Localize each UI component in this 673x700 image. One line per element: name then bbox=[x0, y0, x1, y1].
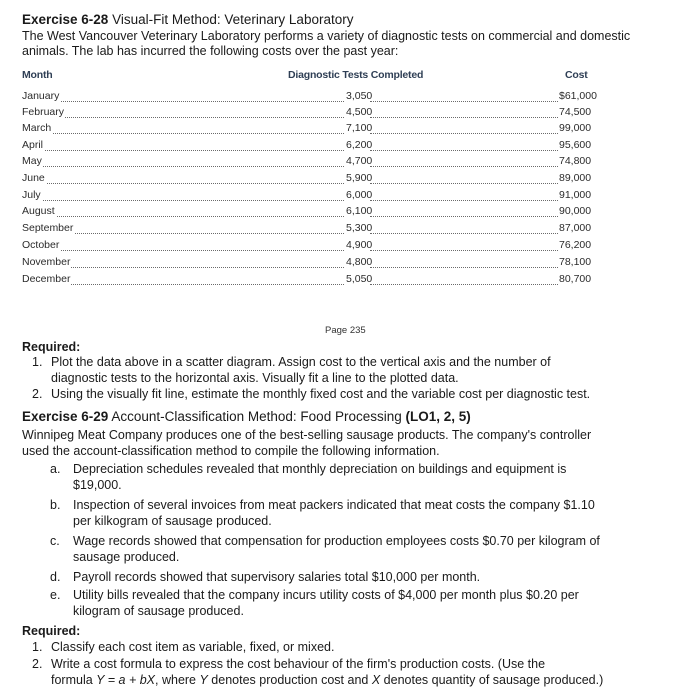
row-tests: 7,100 bbox=[346, 122, 373, 134]
exercise-6-28-name: Visual-Fit Method: Veterinary Laboratory bbox=[112, 12, 354, 27]
list-item-letter: b. bbox=[50, 498, 61, 512]
exercise-6-29-objectives: (LO1, 2, 5) bbox=[405, 409, 471, 424]
list-item-continued bbox=[51, 673, 603, 688]
formula-variable-x: X bbox=[371, 673, 381, 687]
formula-middle: , where bbox=[155, 673, 200, 687]
column-header-month: Month bbox=[22, 69, 53, 81]
table-row bbox=[22, 106, 597, 121]
row-month: February bbox=[22, 106, 65, 118]
row-tests: 4,800 bbox=[346, 256, 373, 268]
list-item-letter: e. bbox=[50, 588, 61, 602]
row-month: June bbox=[22, 172, 45, 184]
list-item: Depreciation schedules revealed that monthly depreciation on buildings and equipment is bbox=[73, 462, 567, 476]
list-item: Inspection of several invoices from meat packers indicated that meat costs the company $1.10 bbox=[73, 498, 595, 512]
row-month: August bbox=[22, 205, 55, 217]
list-item: Utility bills revealed that the company incurs utility costs of $4,000 per month plus $0.20 per bbox=[73, 588, 579, 602]
row-tests: 4,500 bbox=[346, 106, 373, 118]
list-item-continued: $19,000. bbox=[73, 478, 122, 492]
exercise-6-28-title bbox=[22, 11, 353, 28]
table-row bbox=[22, 172, 597, 187]
formula-middle-2: denotes production cost and bbox=[207, 673, 372, 687]
table-row bbox=[22, 139, 597, 154]
table-row bbox=[22, 122, 597, 137]
table-row bbox=[22, 155, 597, 170]
table-row bbox=[22, 239, 597, 254]
column-header-cost: Cost bbox=[565, 69, 588, 81]
row-cost: 78,100 bbox=[559, 256, 592, 268]
row-cost: 87,000 bbox=[559, 222, 592, 234]
list-item-number: 2. bbox=[32, 387, 43, 401]
list-item-continued: per kilkogram of sausage produced. bbox=[73, 514, 272, 528]
row-cost: 99,000 bbox=[559, 122, 592, 134]
row-month: November bbox=[22, 256, 71, 268]
table-row bbox=[22, 189, 597, 204]
row-cost: 91,000 bbox=[559, 189, 592, 201]
row-cost: 90,000 bbox=[559, 205, 592, 217]
formula-variable-y: Y bbox=[199, 673, 208, 687]
row-tests: 5,900 bbox=[346, 172, 373, 184]
list-item-continued: sausage produced. bbox=[73, 550, 180, 564]
formula-prefix: formula bbox=[51, 673, 97, 687]
exercise-6-29-title bbox=[22, 408, 471, 425]
exercise-6-29-number: Exercise 6-29 bbox=[22, 409, 109, 424]
page-number: Page 235 bbox=[325, 325, 366, 336]
list-item-letter: d. bbox=[50, 570, 61, 584]
formula-expression: Y = a + bX bbox=[96, 673, 156, 687]
list-item: Write a cost formula to express the cost behaviour of the firm's production costs. (Use the bbox=[51, 657, 546, 671]
row-tests: 3,050 bbox=[346, 90, 373, 102]
exercise-6-29-intro: Winnipeg Meat Company produces one of the best-selling sausage products. The company's controller bbox=[22, 428, 592, 442]
list-item-letter: c. bbox=[50, 534, 60, 548]
row-month: December bbox=[22, 273, 71, 285]
row-cost: 74,800 bbox=[559, 155, 592, 167]
row-month: April bbox=[22, 139, 44, 151]
exercise-6-29-name: Account-Classification Method: Food Processing bbox=[111, 409, 402, 424]
row-tests: 5,050 bbox=[346, 273, 373, 285]
row-month: March bbox=[22, 122, 52, 134]
required-heading: Required: bbox=[22, 340, 81, 354]
table-row bbox=[22, 90, 597, 105]
row-tests: 6,200 bbox=[346, 139, 373, 151]
row-tests: 6,000 bbox=[346, 189, 373, 201]
row-tests: 4,900 bbox=[346, 239, 373, 251]
table-row bbox=[22, 222, 597, 237]
list-item-continued: kilogram of sausage produced. bbox=[73, 604, 244, 618]
list-item: Using the visually fit line, estimate the monthly fixed cost and the variable cost per diagnostic test. bbox=[51, 387, 591, 401]
list-item-continued: diagnostic tests to the horizontal axis. Visually fit a line to the plotted data. bbox=[51, 371, 459, 385]
list-item-number: 2. bbox=[32, 657, 43, 671]
row-cost: $61,000 bbox=[559, 90, 597, 102]
row-cost: 80,700 bbox=[559, 273, 592, 285]
list-item-number: 1. bbox=[32, 355, 43, 369]
row-tests: 4,700 bbox=[346, 155, 373, 167]
row-month: September bbox=[22, 222, 74, 234]
table-row bbox=[22, 205, 597, 220]
row-month: October bbox=[22, 239, 60, 251]
row-month: July bbox=[22, 189, 41, 201]
table-row bbox=[22, 273, 597, 288]
table-row bbox=[22, 256, 597, 271]
row-cost: 74,500 bbox=[559, 106, 592, 118]
row-month: May bbox=[22, 155, 42, 167]
list-item: Wage records showed that compensation for production employees costs $0.70 per kilogram of bbox=[73, 534, 600, 548]
row-tests: 6,100 bbox=[346, 205, 373, 217]
exercise-6-28-intro: The West Vancouver Veterinary Laboratory performs a variety of diagnostic tests on commercial and domestic animals. The lab has incurred the following costs over the past year: bbox=[22, 29, 631, 58]
formula-suffix: denotes quantity of sausage produced.) bbox=[380, 673, 604, 687]
exercise-6-28-number: Exercise 6-28 bbox=[22, 12, 109, 27]
list-item: Payroll records showed that supervisory salaries total $10,000 per month. bbox=[73, 570, 481, 584]
list-item: Plot the data above in a scatter diagram. Assign cost to the vertical axis and the number of bbox=[51, 355, 551, 369]
list-item: Classify each cost item as variable, fixed, or mixed. bbox=[51, 640, 335, 654]
exercise-6-29-intro-continued: used the account-classification method to compile the following information. bbox=[22, 444, 440, 458]
row-cost: 95,600 bbox=[559, 139, 592, 151]
list-item-number: 1. bbox=[32, 640, 43, 654]
list-item-letter: a. bbox=[50, 462, 61, 476]
row-cost: 76,200 bbox=[559, 239, 592, 251]
required-heading: Required: bbox=[22, 624, 81, 638]
row-month: January bbox=[22, 90, 60, 102]
row-tests: 5,300 bbox=[346, 222, 373, 234]
column-header-tests: Diagnostic Tests Completed bbox=[288, 69, 424, 81]
row-cost: 89,000 bbox=[559, 172, 592, 184]
